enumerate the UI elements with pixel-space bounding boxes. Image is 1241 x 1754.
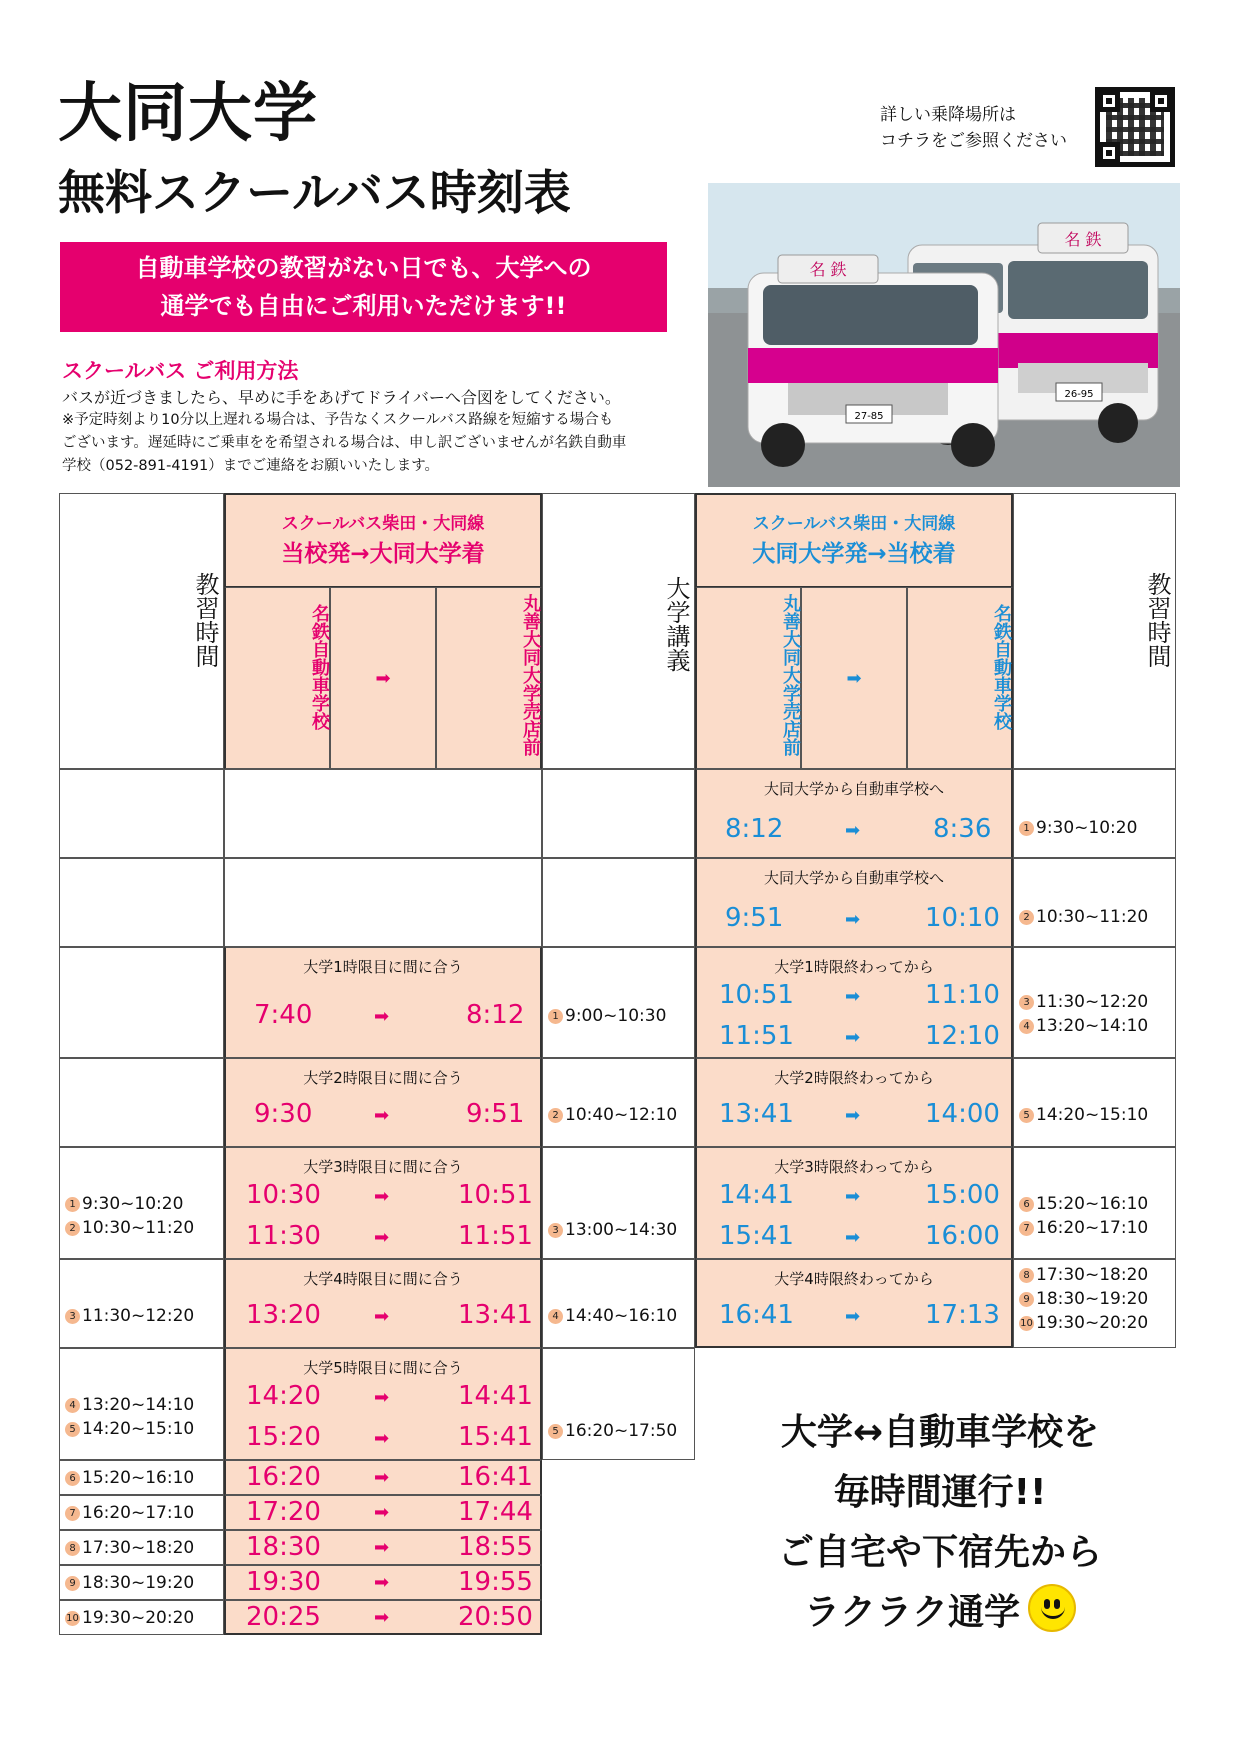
- row4-right-label: 大学3時限終わってから: [774, 1158, 934, 1176]
- row4-right-arrive-a: 15:00: [925, 1180, 1000, 1210]
- evening-arrive: 19:55: [458, 1567, 533, 1597]
- evening-arrow-icon: ➡: [374, 1502, 390, 1523]
- row3-right-depart: 13:41: [719, 1099, 794, 1129]
- row4-left-arrow-a-icon: ➡: [374, 1186, 390, 1207]
- usage-line1: バスが近づきましたら、早めに手をあげてドライバーへ合図をしてください。: [62, 388, 621, 407]
- route-right-to: [907, 587, 1013, 769]
- row5-right-arrive: 17:13: [925, 1300, 1000, 1330]
- bus-illustration: [708, 183, 1180, 487]
- row2-right-arrow-b-icon: ➡: [845, 1027, 861, 1048]
- row2-right-label: 大学1時限終わってから: [774, 958, 934, 976]
- row6-left-depart-a: 14:20: [246, 1381, 321, 1411]
- plate-right: 26-95: [1064, 389, 1094, 400]
- evening-depart: 16:20: [246, 1462, 321, 1492]
- row4-left-depart-a: 10:30: [246, 1180, 321, 1210]
- row5-left-lesson: 3 11:30~12:20: [65, 1306, 194, 1326]
- row2-right-route: [695, 947, 1013, 1058]
- smiley-icon: [1028, 1584, 1076, 1632]
- lesson-number-badge: 7: [1019, 1221, 1034, 1236]
- row1-lecture: [542, 858, 695, 947]
- row3-right-lesson: 5 14:20~15:10: [1019, 1105, 1148, 1125]
- row4-right-depart-a: 14:41: [719, 1180, 794, 1210]
- row0-lecture: [542, 769, 695, 858]
- row3-lecture: [542, 1058, 695, 1147]
- row5-right-arrow-icon: ➡: [845, 1306, 861, 1327]
- row0-right-lessons: [1013, 769, 1176, 858]
- lesson-number-badge: 8: [65, 1541, 80, 1556]
- row4-right-route: [695, 1147, 1013, 1259]
- evening-arrive: 20:50: [458, 1602, 533, 1632]
- row6-left-label: 大学5時限目に間に合う: [303, 1359, 463, 1377]
- evening-arrow-icon: ➡: [374, 1572, 390, 1593]
- route-left-sub: スクールバス柴田・大同線: [281, 514, 485, 534]
- evening-lesson-cell: [59, 1530, 224, 1565]
- row3-left-arrow-icon: ➡: [374, 1105, 390, 1126]
- usage-line2: ※予定時刻より10分以上遅れる場合は、予告なくスクールバス路線を短縮する場合も: [62, 412, 614, 428]
- row4-left-depart-b: 11:30: [246, 1221, 321, 1251]
- qr-code-icon[interactable]: [1095, 87, 1175, 167]
- evening-route-cell: [224, 1495, 542, 1530]
- row4-left-label: 大学3時限目に間に合う: [303, 1158, 463, 1176]
- evening-lesson: 9 18:30~19:20: [65, 1573, 194, 1593]
- evening-arrow-icon: ➡: [374, 1607, 390, 1628]
- evening-route-cell: [224, 1460, 542, 1495]
- lesson-number-badge: 2: [65, 1221, 80, 1236]
- row2-left-lessons: [59, 947, 224, 1058]
- lesson-number-badge: 5: [1019, 1108, 1034, 1123]
- row3-left-depart: 9:30: [254, 1099, 313, 1129]
- evening-lesson-cell: [59, 1495, 224, 1530]
- lecture-number-badge: 5: [548, 1424, 563, 1439]
- row5-right-lesson-b: 9 18:30~19:20: [1019, 1289, 1148, 1309]
- route-left-header: [224, 493, 542, 587]
- row6-lecture: [542, 1348, 695, 1460]
- row5-right-route: [695, 1259, 1013, 1348]
- row2-right-lessons: [1013, 947, 1176, 1058]
- row3-left-lessons: [59, 1058, 224, 1147]
- row0-right-route: [695, 769, 1013, 858]
- lesson-number-badge: 10: [66, 1613, 79, 1624]
- row2-right-lesson-b: 4 13:20~14:10: [1019, 1016, 1148, 1036]
- row2-left-route: [224, 947, 542, 1058]
- row4-right-lesson-a: 6 15:20~16:10: [1019, 1194, 1148, 1214]
- header-driving-time-left-text: 教習時間: [191, 572, 219, 668]
- header-driving-time-left: [59, 493, 224, 769]
- row0-right-arrive: 8:36: [933, 814, 992, 844]
- lesson-number-badge: 1: [1019, 821, 1034, 836]
- row4-right-lessons: [1013, 1147, 1176, 1259]
- plate-left: 27-85: [854, 411, 884, 422]
- slogan-line2: 毎時間運行!!: [833, 1472, 1047, 1513]
- usage-line4: 学校（052-891-4191）までご連絡をお願いいたします。: [62, 458, 440, 474]
- row6-lecture-time: 5 16:20~17:50: [548, 1421, 677, 1441]
- row0-right-arrow-icon: ➡: [845, 820, 861, 841]
- row4-left-arrive-b: 11:51: [458, 1221, 533, 1251]
- route-right-arrow-icon: ➡: [846, 668, 862, 689]
- row0-left-lessons: [59, 769, 224, 858]
- row2-right-arrive-b: 12:10: [925, 1021, 1000, 1051]
- row1-right-label: 大同大学から自動車学校へ: [763, 869, 944, 887]
- lesson-number-badge: 9: [1019, 1292, 1034, 1307]
- header-driving-time-right: [1013, 493, 1176, 769]
- row2-lecture: [542, 947, 695, 1058]
- banner-line2: 通学でも自由にご利用いただけます!!: [160, 292, 567, 320]
- lesson-number-badge: 6: [1019, 1197, 1034, 1212]
- evening-lesson-cell: [59, 1600, 224, 1635]
- row1-right-depart: 9:51: [725, 903, 784, 933]
- row5-right-lesson-c: 10 19:30~20:20: [1020, 1313, 1149, 1333]
- row6-left-route: [224, 1348, 542, 1460]
- row1-right-arrow-icon: ➡: [845, 909, 861, 930]
- title-line1: 大同大学: [58, 77, 318, 151]
- evening-arrive: 18:55: [458, 1532, 533, 1562]
- row4-left-lesson-a: 1 9:30~10:20: [65, 1194, 183, 1214]
- evening-route-cell: [224, 1530, 542, 1565]
- evening-arrow-icon: ➡: [374, 1467, 390, 1488]
- row2-right-arrive-a: 11:10: [925, 980, 1000, 1010]
- qr-note: [880, 102, 1067, 154]
- usage-heading: スクールバス ご利用方法: [62, 359, 299, 383]
- row2-right-depart-a: 10:51: [719, 980, 794, 1010]
- row4-left-lessons: [59, 1147, 224, 1259]
- lesson-number-badge: 3: [65, 1309, 80, 1324]
- lecture-number-badge: 3: [548, 1223, 563, 1238]
- row0-right-lesson: 1 9:30~10:20: [1019, 818, 1137, 838]
- row2-left-label: 大学1時限目に間に合う: [303, 958, 463, 976]
- row4-left-route: [224, 1147, 542, 1259]
- usage-text: [62, 386, 682, 478]
- row5-lecture-time: 4 14:40~16:10: [548, 1306, 677, 1326]
- row3-left-route: [224, 1058, 542, 1147]
- row1-right-lessons: [1013, 858, 1176, 947]
- evening-depart: 18:30: [246, 1532, 321, 1562]
- route-right-main: 大同大学発→当校着: [752, 541, 956, 567]
- evening-lesson: 10 19:30~20:20: [66, 1608, 195, 1628]
- route-right-arrow-cell: [801, 587, 907, 769]
- lesson-number-badge: 8: [1019, 1268, 1034, 1283]
- row5-right-label: 大学4時限終わってから: [774, 1270, 934, 1288]
- row0-left-route: [224, 769, 542, 858]
- row6-left-lesson-b: 5 14:20~15:10: [65, 1419, 194, 1439]
- row1-right-lesson: 2 10:30~11:20: [1019, 907, 1148, 927]
- evening-lesson: 8 17:30~18:20: [65, 1538, 194, 1558]
- row4-lecture-time: 3 13:00~14:30: [548, 1220, 677, 1240]
- lesson-number-badge: 4: [1019, 1019, 1034, 1034]
- row4-left-lesson-b: 2 10:30~11:20: [65, 1218, 194, 1238]
- header-lecture-text: 大学講義: [662, 576, 690, 672]
- row6-left-arrow-b-icon: ➡: [374, 1428, 390, 1449]
- row2-right-lesson-a: 3 11:30~12:20: [1019, 992, 1148, 1012]
- evening-lesson-cell: [59, 1460, 224, 1495]
- lesson-number-badge: 9: [65, 1576, 80, 1591]
- slogan: [700, 1403, 1180, 1643]
- row4-right-lesson-b: 7 16:20~17:10: [1019, 1218, 1148, 1238]
- row3-right-route: [695, 1058, 1013, 1147]
- row5-left-label: 大学4時限目に間に合う: [303, 1270, 463, 1288]
- row3-right-label: 大学2時限終わってから: [774, 1069, 934, 1087]
- bus-photo: [708, 183, 1180, 487]
- lesson-number-badge: 7: [65, 1506, 80, 1521]
- row0-right-label: 大同大学から自動車学校へ: [763, 780, 944, 798]
- route-left-from-text: 名鉄自動車学校: [309, 604, 330, 730]
- row4-lecture: [542, 1147, 695, 1259]
- lecture-number-badge: 1: [548, 1009, 563, 1024]
- route-right-sub: スクールバス柴田・大同線: [752, 514, 956, 534]
- row4-left-arrow-b-icon: ➡: [374, 1227, 390, 1248]
- route-right-to-text: 名鉄自動車学校: [991, 604, 1012, 730]
- lesson-number-badge: 6: [65, 1471, 80, 1486]
- row2-left-depart: 7:40: [254, 1000, 313, 1030]
- usage-line3: ございます。遅延時にご乗車をを希望される場合は、申し訳ございませんが名鉄自動車: [62, 435, 627, 451]
- bus-sign-right: 名 鉄: [1064, 230, 1102, 249]
- row3-right-lessons: [1013, 1058, 1176, 1147]
- row6-left-arrive-b: 15:41: [458, 1422, 533, 1452]
- row2-left-arrow-icon: ➡: [374, 1006, 390, 1027]
- bus-sign-left: 名 鉄: [809, 260, 847, 279]
- row2-right-arrow-a-icon: ➡: [845, 986, 861, 1007]
- evening-lesson: 7 16:20~17:10: [65, 1503, 194, 1523]
- row5-left-lessons: [59, 1259, 224, 1348]
- route-left-from: [224, 587, 330, 769]
- header-lecture: [542, 493, 695, 769]
- row6-left-arrive-a: 14:41: [458, 1381, 533, 1411]
- header-driving-time-right-text: 教習時間: [1143, 572, 1171, 668]
- slogan-line3: ご自宅や下宿先から: [777, 1532, 1102, 1573]
- row5-right-lessons: [1013, 1259, 1176, 1348]
- row4-right-arrive-b: 16:00: [925, 1221, 1000, 1251]
- lecture-number-badge: 2: [548, 1108, 563, 1123]
- title-line2: 無料スクールバス時刻表: [58, 166, 571, 221]
- route-right-from: [695, 587, 801, 769]
- row1-right-route: [695, 858, 1013, 947]
- row3-right-arrive: 14:00: [925, 1099, 1000, 1129]
- row1-right-arrive: 10:10: [925, 903, 1000, 933]
- lesson-number-badge: 10: [1020, 1318, 1033, 1329]
- route-left-arrow-cell: [330, 587, 436, 769]
- lesson-number-badge: 1: [65, 1197, 80, 1212]
- row3-right-arrow-icon: ➡: [845, 1105, 861, 1126]
- row5-lecture: [542, 1259, 695, 1348]
- evening-depart: 19:30: [246, 1567, 321, 1597]
- notice-banner: [60, 242, 667, 332]
- row6-left-depart-b: 15:20: [246, 1422, 321, 1452]
- row5-right-depart: 16:41: [719, 1300, 794, 1330]
- slogan-line1: 大学↔自動車学校を: [780, 1412, 1100, 1453]
- row6-left-lessons: [59, 1348, 224, 1460]
- route-left-main: 当校発→大同大学着: [281, 541, 485, 567]
- row5-left-depart: 13:20: [246, 1300, 321, 1330]
- row3-left-label: 大学2時限目に間に合う: [303, 1069, 463, 1087]
- evening-lesson: 6 15:20~16:10: [65, 1468, 194, 1488]
- route-right-header: [695, 493, 1013, 587]
- evening-arrive: 16:41: [458, 1462, 533, 1492]
- row0-right-depart: 8:12: [725, 814, 784, 844]
- qr-note-line1: 詳しい乗降場所は: [880, 105, 1016, 125]
- qr-note-line2: コチラをご参照ください: [880, 131, 1067, 151]
- route-left-to: [436, 587, 542, 769]
- row1-left-route: [224, 858, 542, 947]
- row5-left-route: [224, 1259, 542, 1348]
- row1-left-lessons: [59, 858, 224, 947]
- row6-left-lesson-a: 4 13:20~14:10: [65, 1395, 194, 1415]
- row3-lecture-time: 2 10:40~12:10: [548, 1105, 677, 1125]
- row3-left-arrive: 9:51: [466, 1099, 525, 1129]
- banner-line1: 自動車学校の教習がない日でも、大学への: [135, 254, 592, 282]
- row4-right-arrow-b-icon: ➡: [845, 1227, 861, 1248]
- lesson-number-badge: 3: [1019, 995, 1034, 1010]
- slogan-line4: ラクラク通学: [803, 1592, 1020, 1633]
- evening-arrive: 17:44: [458, 1497, 533, 1527]
- route-right-from-text: 丸善大同大学売店前: [780, 594, 801, 756]
- lesson-number-badge: 2: [1019, 910, 1034, 925]
- row5-left-arrive: 13:41: [458, 1300, 533, 1330]
- row5-left-arrow-icon: ➡: [374, 1306, 390, 1327]
- evening-depart: 17:20: [246, 1497, 321, 1527]
- evening-arrow-icon: ➡: [374, 1537, 390, 1558]
- route-left-to-text: 丸善大同大学売店前: [520, 594, 541, 756]
- evening-route-cell: [224, 1600, 542, 1635]
- row5-right-lesson-a: 8 17:30~18:20: [1019, 1265, 1148, 1285]
- evening-depart: 20:25: [246, 1602, 321, 1632]
- route-left-arrow-icon: ➡: [375, 668, 391, 689]
- lesson-number-badge: 4: [65, 1398, 80, 1413]
- row4-right-depart-b: 15:41: [719, 1221, 794, 1251]
- evening-lesson-cell: [59, 1565, 224, 1600]
- row4-right-arrow-a-icon: ➡: [845, 1186, 861, 1207]
- row2-left-arrive: 8:12: [466, 1000, 525, 1030]
- row2-right-depart-b: 11:51: [719, 1021, 794, 1051]
- lesson-number-badge: 5: [65, 1422, 80, 1437]
- evening-route-cell: [224, 1565, 542, 1600]
- lecture-number-badge: 4: [548, 1309, 563, 1324]
- row6-left-arrow-a-icon: ➡: [374, 1387, 390, 1408]
- row4-left-arrive-a: 10:51: [458, 1180, 533, 1210]
- row2-lecture-time: 1 9:00~10:30: [548, 1006, 666, 1026]
